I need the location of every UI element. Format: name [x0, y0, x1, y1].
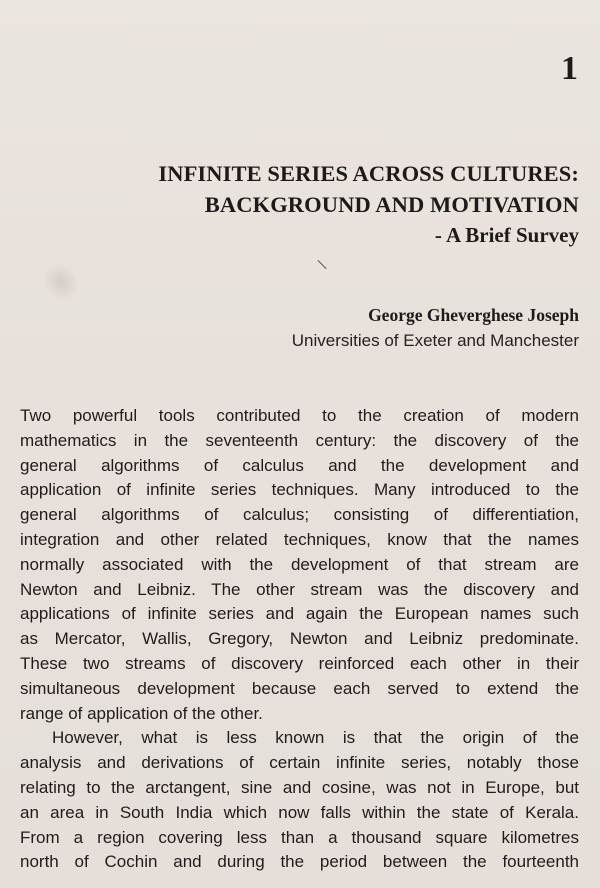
text-line: general algorithms of calculus; consisting of differentiation, — [20, 505, 579, 525]
text-line: These two streams of discovery reinforced each other in their — [20, 653, 579, 673]
text-line: range of application of the other. — [20, 703, 263, 723]
text-line: application of infinite series techniques. Many introduced to the — [20, 480, 579, 500]
chapter-title-line-2: BACKGROUND AND MOTIVATION — [204, 192, 579, 217]
text-line: Two powerful tools contributed to the creation of modern — [20, 406, 579, 425]
text-line: applications of infinite series and again the European names such — [20, 604, 579, 624]
author-name: George Gheverghese Joseph — [368, 305, 579, 325]
text-line: Newton and Leibniz. The other stream was the discovery and — [20, 579, 579, 599]
text-line: From a region covering less than a thousand square kilometres — [20, 827, 579, 847]
text-line: general algorithms of calculus and the development and — [20, 455, 579, 475]
text-line: an area in South India which now falls within the state of Kerala. — [20, 802, 579, 822]
text-line: as Mercator, Wallis, Gregory, Newton and Leibniz predominate. — [20, 629, 579, 649]
stray-pen-mark — [317, 260, 326, 269]
paragraph-2 — [20, 726, 579, 875]
text-line: normally associated with the development of that stream are — [20, 554, 579, 574]
text-line: simultaneous development because each served to extend the — [20, 678, 579, 698]
text-line: north of Cochin and during the period between the fourteenth — [20, 852, 579, 872]
text-line: integration and other related techniques, know that the names — [20, 529, 579, 549]
text-line: However, what is less known is that the origin of the — [52, 728, 579, 748]
chapter-title-line-1: INFINITE SERIES ACROSS CULTURES: — [158, 161, 579, 186]
author-affiliation: Universities of Exeter and Manchester — [291, 331, 579, 350]
chapter-title-block — [158, 158, 579, 250]
text-line: analysis and derivations of certain infinite series, notably those — [20, 753, 579, 773]
paragraph-1 — [20, 404, 579, 726]
chapter-subtitle: - A Brief Survey — [434, 223, 579, 247]
body-text — [20, 404, 579, 875]
text-line: mathematics in the seventeenth century: the discovery of the — [20, 430, 579, 450]
page-smudge — [36, 256, 87, 308]
text-line: relating to the arctangent, sine and cosine, was not in Europe, but — [20, 777, 579, 797]
chapter-number: 1 — [561, 50, 578, 87]
author-block — [292, 303, 579, 353]
